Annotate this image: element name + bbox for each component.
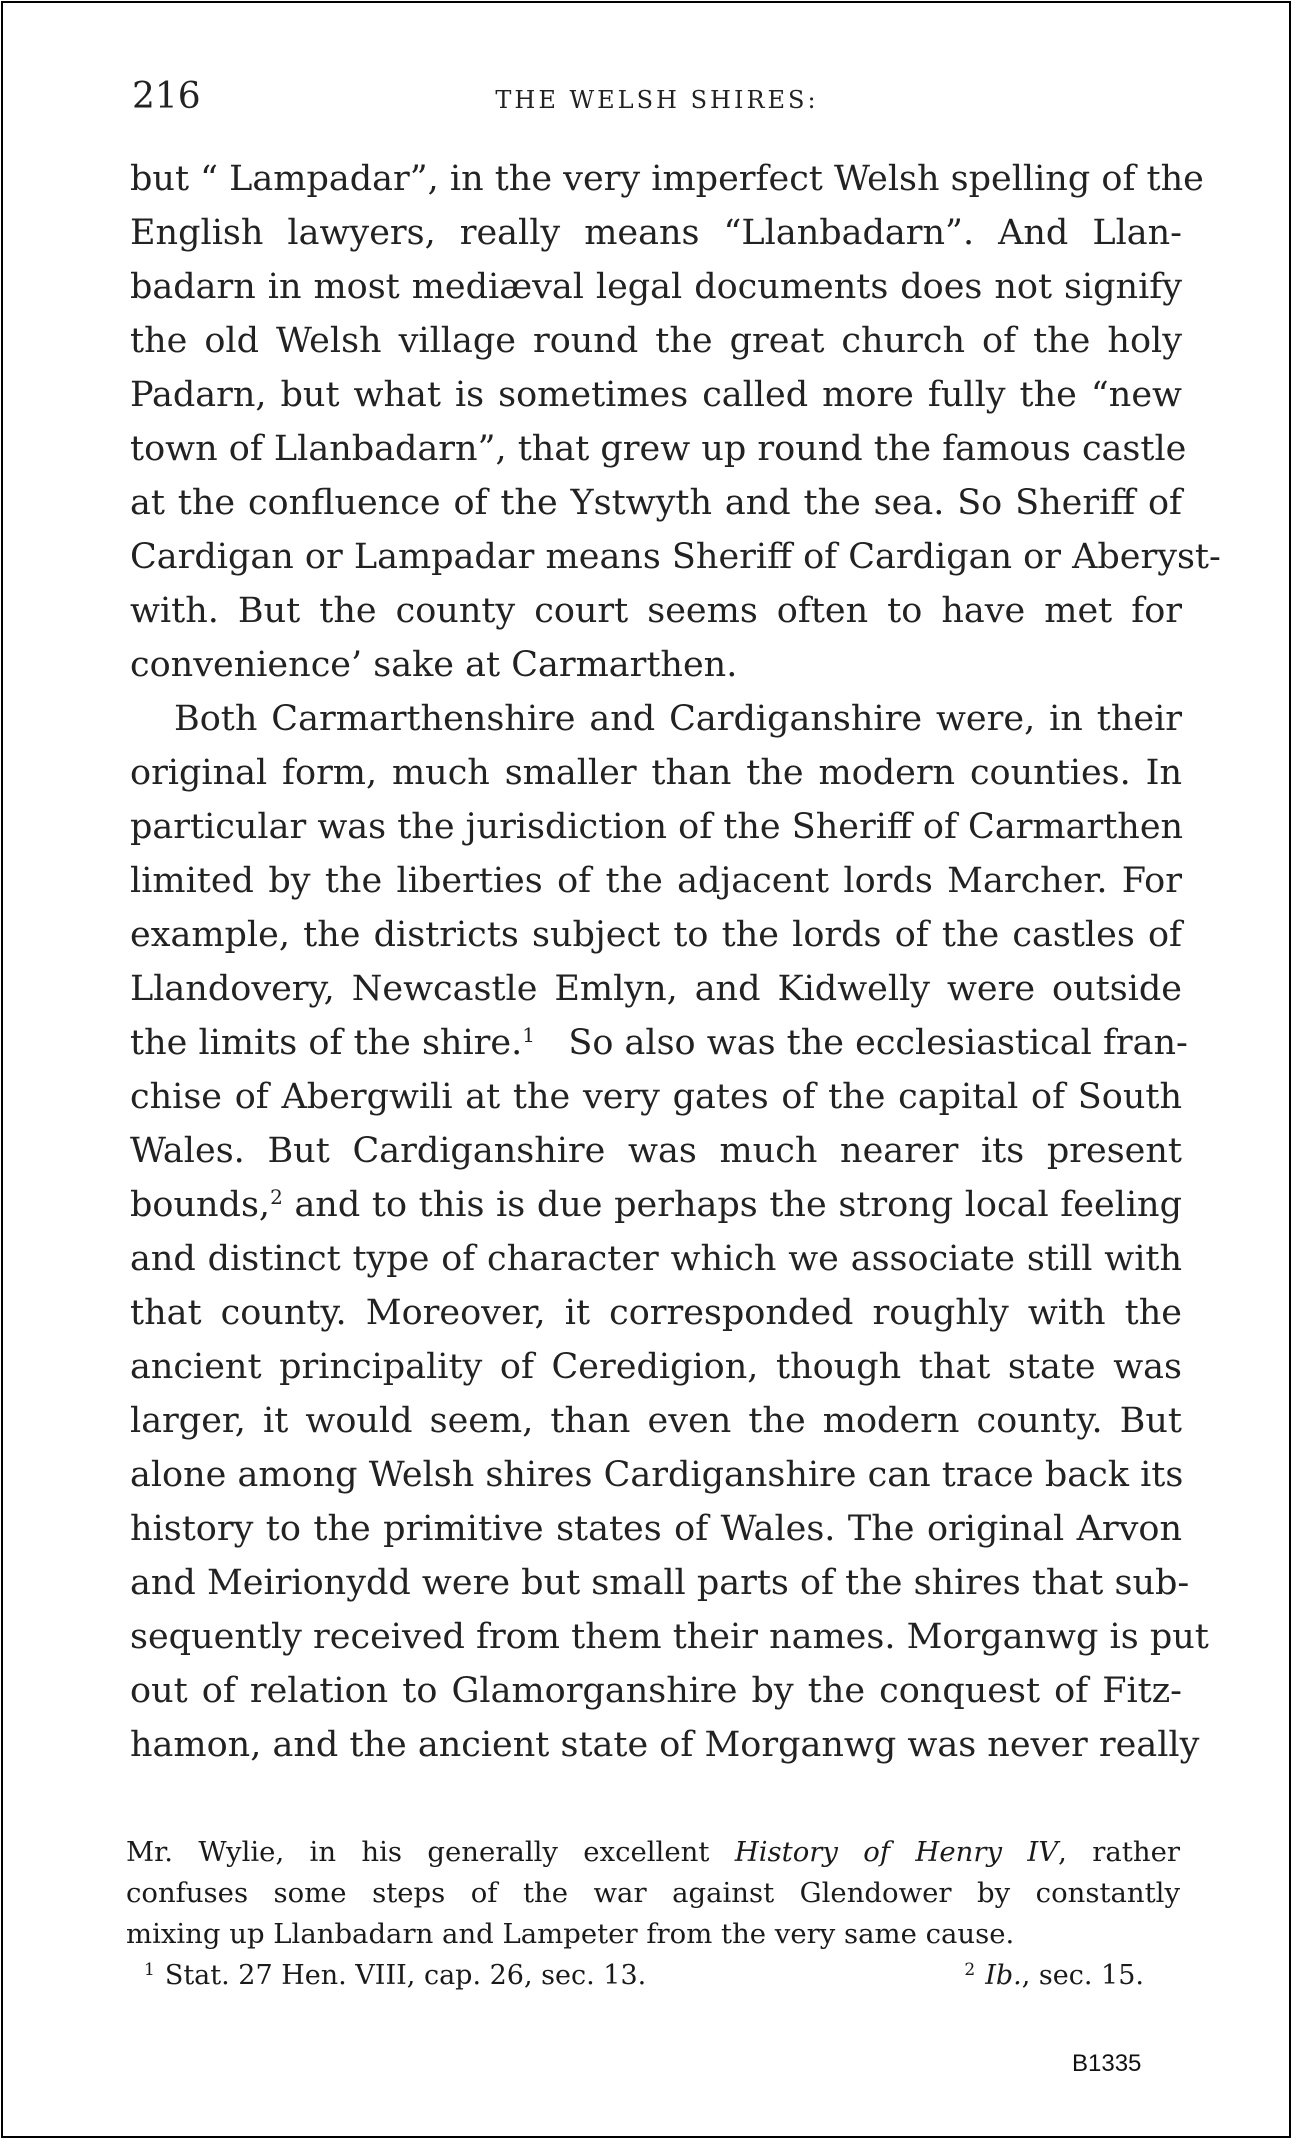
text-line: Padarn, but what is sometimes called more fully the “new: [130, 375, 1182, 415]
text-line: sequently received from them their names. Morganwg is put: [130, 1617, 1209, 1657]
footnote-mark-1: 1: [144, 1960, 155, 1980]
text-line: English lawyers, really means “Llanbadarn”. And Llan-: [130, 213, 1182, 253]
text-line: chise of Abergwili at the very gates of the capital of South: [130, 1077, 1182, 1117]
text-line: larger, it would seem, than even the modern county. But: [130, 1401, 1182, 1441]
page-header: [132, 76, 1182, 122]
text-line: alone among Welsh shires Cardiganshire can trace back its: [130, 1455, 1184, 1495]
text-line: [130, 1178, 1182, 1232]
text-line: that county. Moreover, it corresponded roughly with the: [130, 1293, 1182, 1333]
text-line: town of Llanbadarn”, that grew up round the famous castle: [130, 429, 1187, 469]
body-text: [130, 152, 1221, 1772]
text-line: original form, much smaller than the modern counties. In: [130, 753, 1182, 793]
footnote-continuation: [126, 1832, 1180, 1955]
text-line: hamon, and the ancient state of Morganwg was never really: [130, 1725, 1200, 1765]
text-segment: Mr. Wylie, in his generally excellent: [126, 1836, 735, 1868]
text-line: and distinct type of character which we associate still with: [130, 1239, 1182, 1279]
text-line: at the confluence of the Ystwyth and the sea. So Sheriff of: [130, 483, 1182, 523]
running-title: THE WELSH SHIRES:: [495, 86, 819, 114]
footnote-mark-2: 2: [964, 1960, 976, 1980]
text-line: but “ Lampadar”, in the very imperfect Welsh spelling of the: [130, 159, 1204, 199]
footnote-line: [126, 1832, 1180, 1873]
footnote-references: [126, 1955, 1180, 1997]
book-title: History of Henry IV: [734, 1836, 1059, 1868]
footnote-line: confuses some steps of the war against Glendower by constantly: [126, 1877, 1180, 1909]
footnote-1-text: Stat. 27 Hen. VIII, cap. 26, sec. 13.: [164, 1960, 647, 1991]
text-line: Wales. But Cardiganshire was much nearer its present: [130, 1131, 1182, 1171]
text-line: badarn in most mediæval legal documents does not signify: [130, 267, 1182, 307]
text-segment: bounds,: [130, 1185, 271, 1225]
text-line: limited by the liberties of the adjacent lords Marcher. For: [130, 861, 1182, 901]
footnote-line: mixing up Llanbadarn and Lampeter from the very same cause.: [126, 1918, 1015, 1950]
text-line: [130, 1016, 1188, 1070]
footnote-2: [964, 1955, 1144, 1997]
text-segment: , rather: [1058, 1836, 1180, 1868]
footnote-1: [144, 1955, 646, 1997]
text-line: ancient principality of Ceredigion, though that state was: [130, 1347, 1182, 1387]
page-number: 216: [132, 76, 201, 117]
text-line: Cardigan or Lampadar means Sheriff of Cardigan or Aberyst-: [130, 537, 1221, 577]
text-line: the old Welsh village round the great church of the holy: [130, 321, 1182, 361]
text-segment: So also was the ecclesiastical fran-: [568, 1023, 1188, 1063]
text-line: and Meirionydd were but small parts of the shires that sub-: [130, 1563, 1190, 1603]
text-line: Both Carmarthenshire and Cardiganshire were, in their: [174, 699, 1182, 739]
text-line: Llandovery, Newcastle Emlyn, and Kidwelly were outside: [130, 969, 1182, 1009]
text-line: example, the districts subject to the lords of the castles of: [130, 915, 1182, 955]
footnote-2-ib: Ib.: [985, 1960, 1022, 1991]
text-segment: and to this is due perhaps the strong local feeling: [294, 1185, 1182, 1225]
footnote-ref-1: 1: [522, 1023, 535, 1047]
footnote-ref-2: 2: [270, 1185, 283, 1209]
text-line: history to the primitive states of Wales. The original Arvon: [130, 1509, 1182, 1549]
text-line: with. But the county court seems often to have met for: [130, 591, 1182, 631]
text-line: particular was the jurisdiction of the Sheriff of Carmarthen: [130, 807, 1184, 847]
text-line: out of relation to Glamorganshire by the conquest of Fitz-: [130, 1671, 1182, 1711]
footnote-2-text: , sec. 15.: [1021, 1960, 1144, 1991]
catalog-code: B1335: [1072, 2050, 1142, 2077]
text-line: convenience’ sake at Carmarthen.: [130, 645, 738, 685]
text-segment: the limits of the shire.: [130, 1023, 523, 1063]
